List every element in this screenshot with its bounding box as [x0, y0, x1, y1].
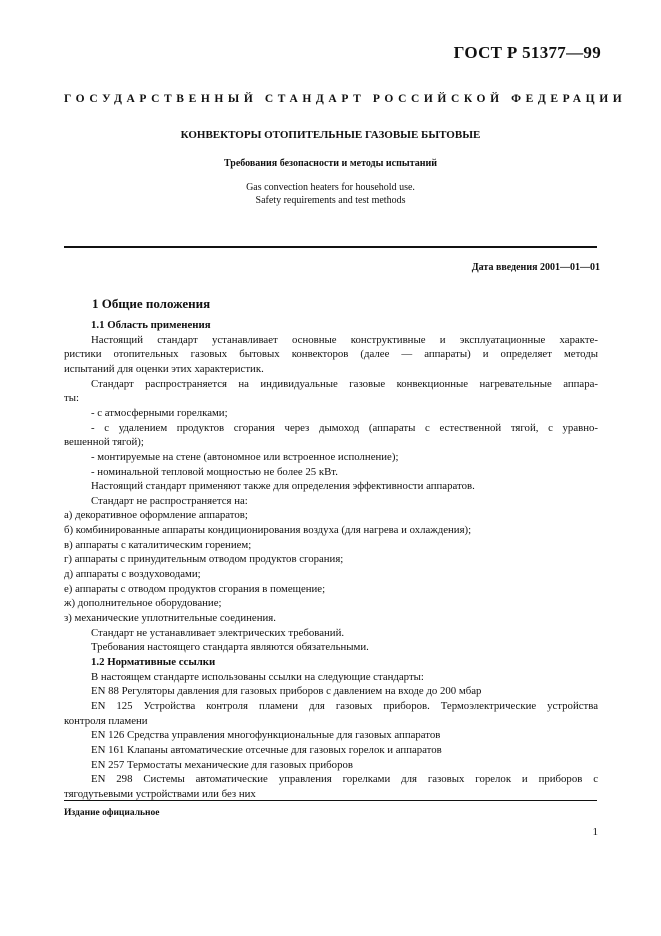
reference-item: EN 161 Клапаны автоматические отсечные для газовых горелок и аппаратов	[91, 743, 442, 756]
english-title-line: Safety requirements and test methods	[255, 195, 406, 206]
reference-item: EN 298 Системы автоматические управления горелками для газовых горелок и приборов с	[91, 773, 598, 786]
english-title-line: Gas convection heaters for household use.	[246, 182, 415, 193]
section-heading: 1 Общие положения	[92, 296, 211, 311]
reference-item: тягодутьевыми устройствами или без них	[64, 787, 256, 800]
title-divider	[64, 246, 597, 248]
paragraph-line: испытаний для оценки этих характеристик.	[64, 362, 264, 375]
list-item: е) аппараты с отводом продуктов сгорания в помещение;	[64, 582, 326, 595]
paragraph-line: ристики отопительных газовых бытовых конвекторов (далее — аппараты) и определяет методы	[64, 348, 598, 361]
paragraph-line: Требования настоящего стандарта являются обязательными.	[91, 641, 369, 654]
reference-item: контроля пламени	[64, 714, 148, 727]
list-item: - с атмосферными горелками;	[91, 406, 228, 419]
paragraph-line: В настоящем стандарте использованы ссылки на следующие стандарты:	[91, 670, 424, 683]
document-title: КОНВЕКТОРЫ ОТОПИТЕЛЬНЫЕ ГАЗОВЫЕ БЫТОВЫЕ	[180, 129, 481, 141]
reference-item: EN 125 Устройства контроля пламени для газовых приборов. Термоэлектрические устройства	[91, 700, 598, 712]
english-title	[64, 181, 597, 207]
list-item: а) декоративное оформление аппаратов;	[64, 509, 248, 522]
reference-item: EN 88 Регуляторы давления для газовых приборов с давлением на входе до 200 мбар	[91, 685, 482, 698]
paragraph-line: Стандарт не распространяется на:	[91, 494, 248, 507]
reference-item: EN 257 Термостаты механические для газовых приборов	[91, 758, 353, 771]
body-text	[64, 318, 598, 802]
introduction-date: Дата введения 2001—01—01	[471, 262, 600, 273]
paragraph-line: Стандарт распространяется на индивидуальные газовые конвекционные нагревательные аппара-	[91, 377, 598, 390]
paragraph-line: Настоящий стандарт устанавливает основные конструктивные и эксплуатационные характе-	[91, 333, 598, 346]
reference-item: EN 126 Средства управления многофункциональные для газовых аппаратов	[91, 729, 441, 742]
list-item: - монтируемые на стене (автономное или встроенное исполнение);	[91, 450, 399, 463]
list-item: д) аппараты с воздуховодами;	[64, 568, 201, 581]
state-standard-heading: ГОСУДАРСТВЕННЫЙ СТАНДАРТ РОССИЙСКОЙ ФЕДЕРАЦИИ	[64, 93, 627, 105]
document-subtitle: Требования безопасности и методы испытаний	[223, 158, 438, 169]
list-item: ж) дополнительное оборудование;	[64, 597, 222, 610]
page-number: 1	[592, 826, 598, 838]
paragraph-line: Настоящий стандарт применяют также для определения эффективности аппаратов.	[91, 480, 475, 493]
list-item: - номинальной тепловой мощностью не более 25 кВт.	[91, 465, 338, 478]
standard-number: ГОСТ Р 51377—99	[453, 43, 601, 62]
list-item: - с удалением продуктов сгорания через дымоход (аппараты с естественной тягой, с уравно-	[91, 421, 598, 434]
subsection-heading: 1.1 Область применения	[91, 319, 211, 331]
list-item: в) аппараты с каталитическим горением;	[64, 538, 252, 551]
paragraph-line: Стандарт не устанавливает электрических требований.	[91, 626, 345, 639]
list-item: вешенной тягой);	[64, 436, 144, 449]
footer-divider	[64, 800, 597, 801]
list-item: г) аппараты с принудительным отводом продуктов сгорания;	[64, 553, 344, 566]
paragraph-line: ты:	[64, 392, 79, 405]
list-item: б) комбинированные аппараты кондиционирования воздуха (для нагрева и охлаждения);	[64, 524, 472, 537]
official-edition-label: Издание официальное	[64, 808, 160, 818]
subsection-heading: 1.2 Нормативные ссылки	[91, 656, 216, 669]
list-item: з) механические уплотнительные соединения.	[64, 612, 276, 625]
